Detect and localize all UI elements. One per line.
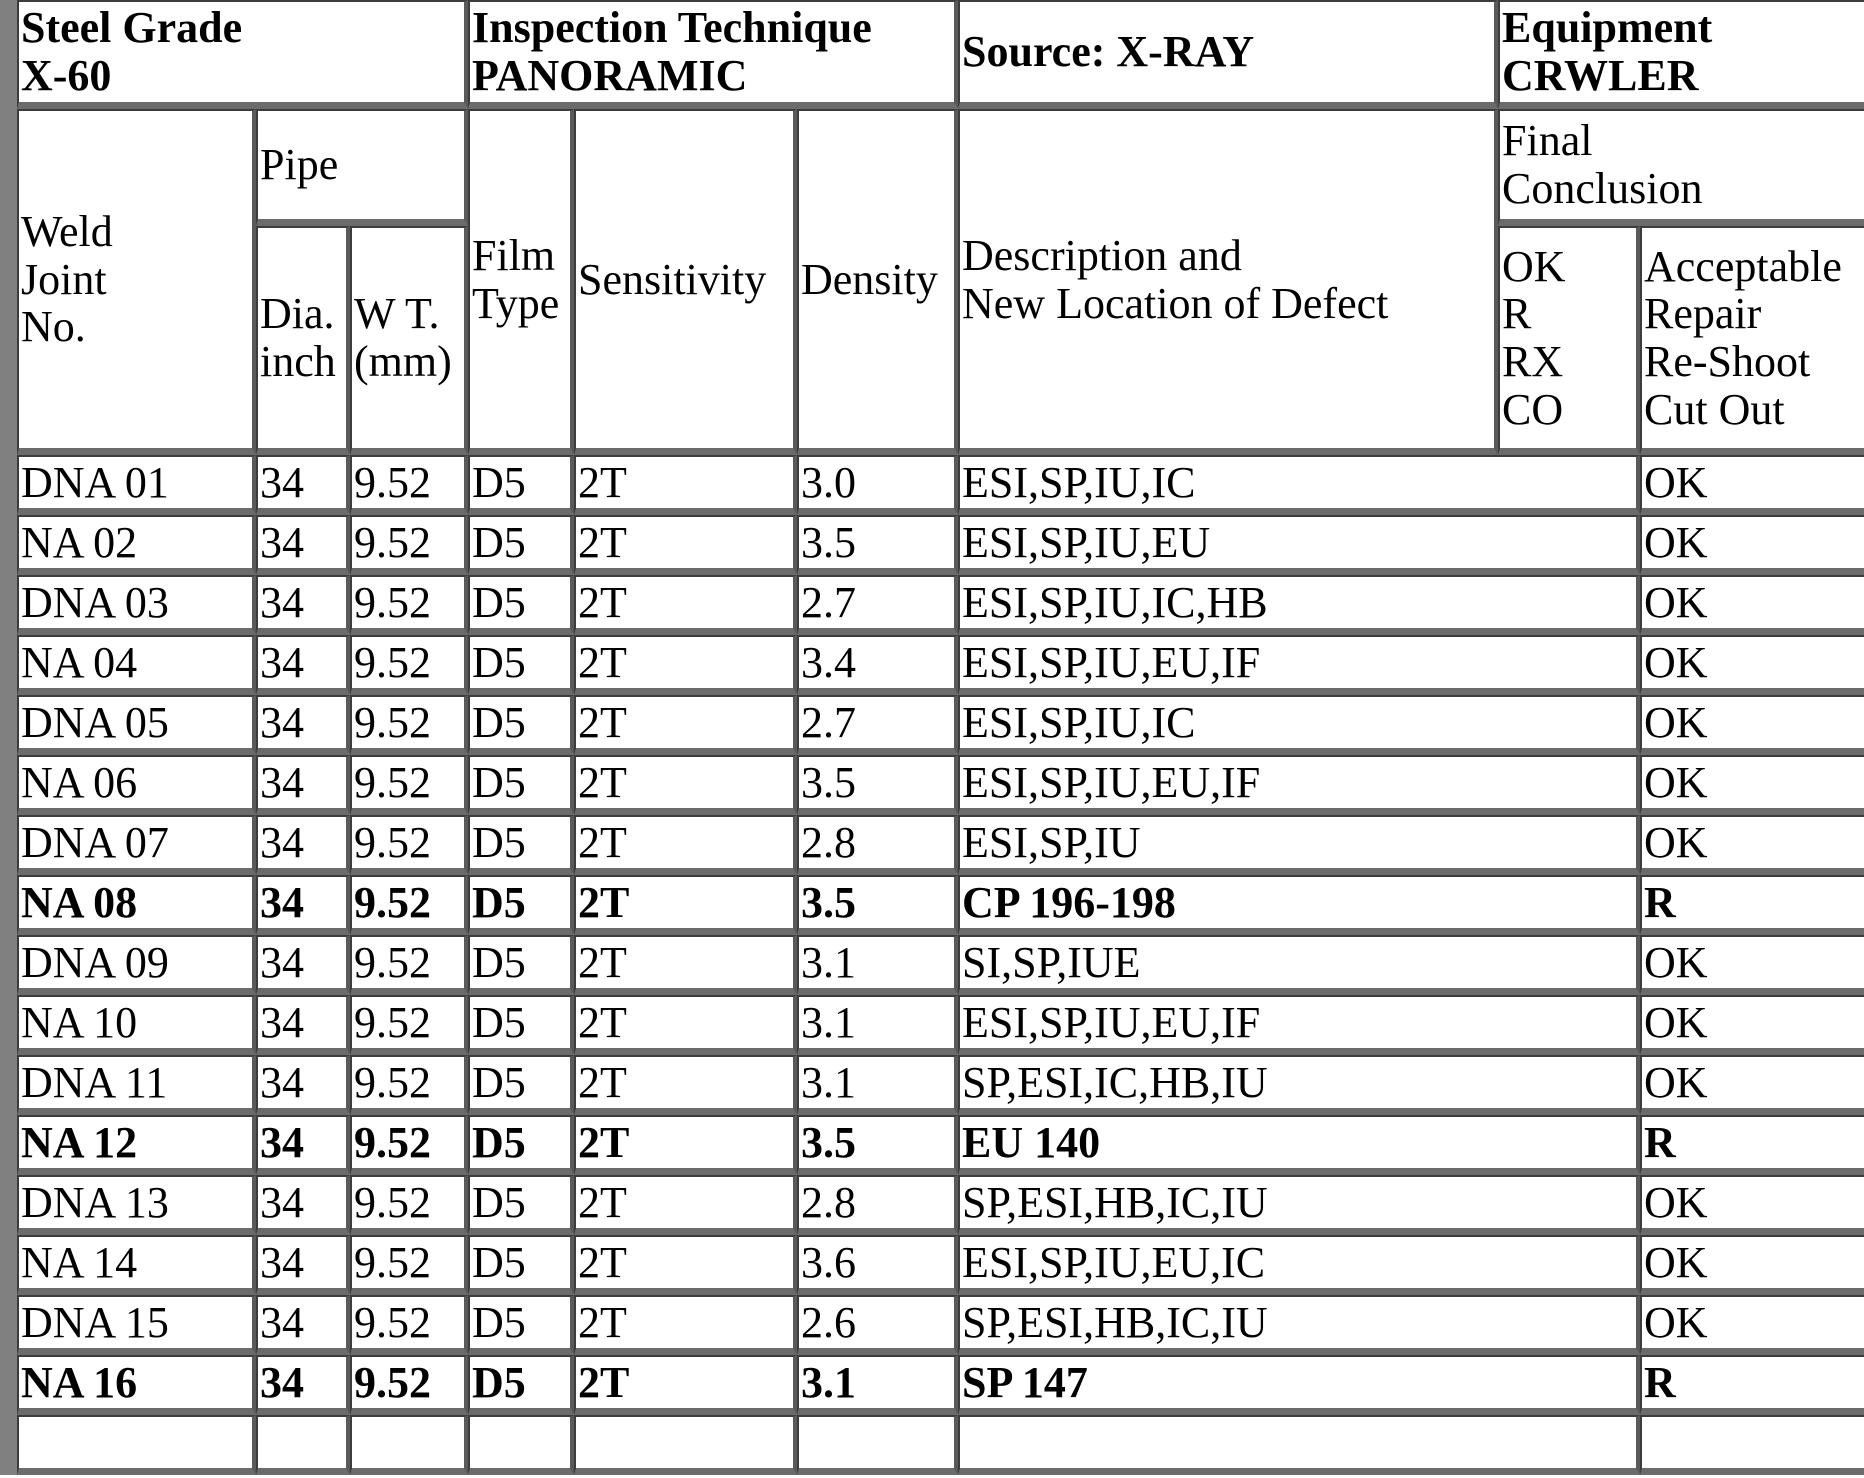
sensitivity-header-label: Sensitivity [578, 254, 767, 304]
dia-cell: 34 [256, 995, 350, 1055]
data-rows [17, 455, 1864, 1475]
film-type-cell: D5 [468, 1355, 574, 1415]
description-cell: ESI,SP,IU,IC [958, 695, 1640, 755]
dia-cell: 34 [256, 455, 350, 515]
description-cell: ESI,SP,IU,EU,IC [958, 1235, 1640, 1295]
description-header-line1: Description and [962, 230, 1242, 280]
inspection-technique-value: PANORAMIC [472, 51, 748, 100]
description-cell: ESI,SP,IU,EU,IF [958, 995, 1640, 1055]
inspection-technique-label: Inspection Technique [472, 3, 872, 53]
table-row [17, 1055, 1864, 1115]
weld-joint-cell: DNA 07 [17, 815, 256, 875]
weld-joint-cell: DNA 05 [17, 695, 256, 755]
conclusion-cell: OK [1640, 1055, 1864, 1115]
table-row [17, 935, 1864, 995]
density-cell: 2.7 [797, 575, 958, 635]
legend-code-co: CO [1502, 384, 1564, 434]
film-type-header-line1: Film [472, 230, 556, 280]
source-label: Source: X-RAY [962, 27, 1255, 77]
dia-header-line2: inch [260, 337, 336, 386]
density-cell: 3.6 [797, 1235, 958, 1295]
weld-joint-cell: NA 08 [17, 875, 256, 935]
sensitivity-cell: 2T [574, 515, 797, 575]
conclusion-cell: R [1640, 1115, 1864, 1175]
conclusion-cell: OK [1640, 1295, 1864, 1355]
table-row [17, 995, 1864, 1055]
density-cell: 3.1 [797, 935, 958, 995]
description-cell: ESI,SP,IU,EU,IF [958, 635, 1640, 695]
sensitivity-cell: 2T [574, 1055, 797, 1115]
film-type-cell: D5 [468, 1295, 574, 1355]
sensitivity-cell: 2T [574, 935, 797, 995]
table-row [17, 1355, 1864, 1415]
legend-code-rx: RX [1502, 337, 1564, 386]
density-cell: 2.7 [797, 695, 958, 755]
wt-cell: 9.52 [350, 1055, 468, 1115]
conclusion-cell: R [1640, 1355, 1864, 1415]
steel-grade-cell [17, 0, 468, 109]
dia-cell: 34 [256, 1175, 350, 1235]
density-cell: 3.5 [797, 755, 958, 815]
source-cell [958, 0, 1498, 109]
legend-meaning-re-shoot: Re-Shoot [1644, 337, 1811, 386]
film-type-cell: D5 [468, 575, 574, 635]
dia-cell [256, 1415, 350, 1475]
conclusion-cell: OK [1640, 515, 1864, 575]
wt-cell: 9.52 [350, 755, 468, 815]
steel-grade-value: X-60 [21, 51, 112, 100]
final-conclusion-header-line1: Final [1502, 116, 1593, 166]
sensitivity-cell: 2T [574, 1295, 797, 1355]
conclusion-cell: R [1640, 875, 1864, 935]
dia-cell: 34 [256, 575, 350, 635]
table-row [17, 875, 1864, 935]
density-cell: 2.8 [797, 815, 958, 875]
table-row [17, 575, 1864, 635]
table-row [17, 1295, 1864, 1355]
description-cell: SP,ESI,IC,HB,IU [958, 1055, 1640, 1115]
film-type-cell: D5 [468, 455, 574, 515]
film-type-cell: D5 [468, 635, 574, 695]
weld-joint-cell: NA 12 [17, 1115, 256, 1175]
conclusion-cell: OK [1640, 815, 1864, 875]
sensitivity-cell: 2T [574, 1175, 797, 1235]
film-type-header [468, 109, 574, 455]
dia-cell: 34 [256, 1235, 350, 1295]
conclusion-cell: OK [1640, 935, 1864, 995]
table-row [17, 1175, 1864, 1235]
sensitivity-cell: 2T [574, 1355, 797, 1415]
wt-cell: 9.52 [350, 635, 468, 695]
wt-cell: 9.52 [350, 515, 468, 575]
wt-cell: 9.52 [350, 1295, 468, 1355]
conclusion-cell: OK [1640, 1235, 1864, 1295]
description-cell: ESI,SP,IU,IC [958, 455, 1640, 515]
film-type-cell: D5 [468, 875, 574, 935]
weld-joint-cell: DNA 09 [17, 935, 256, 995]
dia-header-line1: Dia. [260, 289, 335, 339]
wt-cell [350, 1415, 468, 1475]
legend-code-ok: OK [1502, 241, 1566, 291]
dia-cell: 34 [256, 815, 350, 875]
dia-cell: 34 [256, 695, 350, 755]
dia-cell: 34 [256, 755, 350, 815]
sensitivity-cell: 2T [574, 635, 797, 695]
conclusion-cell: OK [1640, 455, 1864, 515]
table-row [17, 755, 1864, 815]
sensitivity-cell: 2T [574, 455, 797, 515]
dia-cell: 34 [256, 635, 350, 695]
dia-cell: 34 [256, 935, 350, 995]
pipe-header [256, 109, 468, 226]
table-row [17, 455, 1864, 515]
conclusion-cell [1640, 1415, 1864, 1475]
conclusion-cell: OK [1640, 635, 1864, 695]
dia-cell: 34 [256, 1055, 350, 1115]
pipe-header-label: Pipe [260, 140, 339, 190]
density-cell: 3.1 [797, 1355, 958, 1415]
weld-joint-cell: DNA 15 [17, 1295, 256, 1355]
film-type-cell: D5 [468, 1055, 574, 1115]
table-row [17, 1415, 1864, 1475]
sensitivity-header [574, 109, 797, 455]
film-type-cell: D5 [468, 1175, 574, 1235]
equipment-label: Equipment [1502, 3, 1713, 53]
film-type-cell: D5 [468, 695, 574, 755]
report-header-row [17, 0, 1864, 109]
density-cell: 3.5 [797, 875, 958, 935]
density-cell: 2.6 [797, 1295, 958, 1355]
conclusion-cell: OK [1640, 755, 1864, 815]
conclusion-cell: OK [1640, 1175, 1864, 1235]
description-cell: EU 140 [958, 1115, 1640, 1175]
weld-joint-cell: DNA 03 [17, 575, 256, 635]
conclusion-codes-legend [1498, 226, 1640, 455]
description-cell [958, 1415, 1640, 1475]
weld-joint-header-line1: Weld [21, 207, 113, 257]
legend-meaning-acceptable: Acceptable [1644, 241, 1842, 291]
conclusion-cell: OK [1640, 995, 1864, 1055]
film-type-header-line2: Type [472, 278, 560, 328]
density-cell: 3.4 [797, 635, 958, 695]
description-cell: ESI,SP,IU,EU,IF [958, 755, 1640, 815]
sensitivity-cell [574, 1415, 797, 1475]
wt-header-line1: W T. [354, 289, 440, 339]
column-header-row-1 [17, 109, 1864, 226]
wt-header [350, 226, 468, 455]
description-cell: CP 196-198 [958, 875, 1640, 935]
wt-cell: 9.52 [350, 1115, 468, 1175]
sensitivity-cell: 2T [574, 1235, 797, 1295]
description-cell: ESI,SP,IU,EU [958, 515, 1640, 575]
description-cell: SP,ESI,HB,IC,IU [958, 1295, 1640, 1355]
sensitivity-cell: 2T [574, 875, 797, 935]
weld-joint-header [17, 109, 256, 455]
weld-joint-cell: DNA 13 [17, 1175, 256, 1235]
equipment-cell [1498, 0, 1864, 109]
weld-joint-cell: DNA 01 [17, 455, 256, 515]
wt-cell: 9.52 [350, 995, 468, 1055]
film-type-cell: D5 [468, 935, 574, 995]
density-cell: 3.1 [797, 995, 958, 1055]
sensitivity-cell: 2T [574, 575, 797, 635]
sensitivity-cell: 2T [574, 755, 797, 815]
wt-cell: 9.52 [350, 695, 468, 755]
weld-joint-header-line2: Joint [21, 254, 107, 304]
film-type-cell: D5 [468, 995, 574, 1055]
dia-cell: 34 [256, 1115, 350, 1175]
density-cell: 3.5 [797, 515, 958, 575]
density-cell: 3.0 [797, 455, 958, 515]
legend-code-r: R [1502, 289, 1532, 339]
table-row [17, 635, 1864, 695]
table-row [17, 1115, 1864, 1175]
weld-joint-cell: DNA 11 [17, 1055, 256, 1115]
weld-joint-cell: NA 02 [17, 515, 256, 575]
weld-joint-cell: NA 10 [17, 995, 256, 1055]
film-type-cell: D5 [468, 755, 574, 815]
conclusion-cell: OK [1640, 575, 1864, 635]
wt-cell: 9.52 [350, 1175, 468, 1235]
wt-cell: 9.52 [350, 455, 468, 515]
density-cell: 3.5 [797, 1115, 958, 1175]
density-header [797, 109, 958, 455]
wt-cell: 9.52 [350, 815, 468, 875]
wt-cell: 9.52 [350, 935, 468, 995]
dia-header [256, 226, 350, 455]
conclusion-meanings-legend [1640, 226, 1864, 455]
inspection-technique-cell [468, 0, 958, 109]
film-type-cell: D5 [468, 1235, 574, 1295]
density-cell: 2.8 [797, 1175, 958, 1235]
table-row [17, 815, 1864, 875]
film-type-cell: D5 [468, 1115, 574, 1175]
sensitivity-cell: 2T [574, 1115, 797, 1175]
final-conclusion-header [1498, 109, 1864, 226]
density-header-label: Density [801, 254, 938, 304]
steel-grade-label: Steel Grade [21, 3, 243, 53]
film-type-cell [468, 1415, 574, 1475]
description-cell: SP 147 [958, 1355, 1640, 1415]
dia-cell: 34 [256, 1295, 350, 1355]
sensitivity-cell: 2T [574, 995, 797, 1055]
weld-joint-cell: NA 06 [17, 755, 256, 815]
description-header-line2: New Location of Defect [962, 278, 1389, 328]
wt-cell: 9.52 [350, 1355, 468, 1415]
table-row [17, 515, 1864, 575]
density-cell [797, 1415, 958, 1475]
dia-cell: 34 [256, 515, 350, 575]
sensitivity-cell: 2T [574, 815, 797, 875]
wt-cell: 9.52 [350, 875, 468, 935]
description-cell: SI,SP,IUE [958, 935, 1640, 995]
final-conclusion-header-line2: Conclusion [1502, 164, 1703, 213]
description-cell: ESI,SP,IU [958, 815, 1640, 875]
dia-cell: 34 [256, 1355, 350, 1415]
weld-joint-cell: NA 14 [17, 1235, 256, 1295]
wt-cell: 9.52 [350, 575, 468, 635]
equipment-value: CRWLER [1502, 51, 1699, 100]
description-cell: SP,ESI,HB,IC,IU [958, 1175, 1640, 1235]
legend-meaning-repair: Repair [1644, 289, 1762, 339]
description-header [958, 109, 1498, 455]
film-type-cell: D5 [468, 515, 574, 575]
sensitivity-cell: 2T [574, 695, 797, 755]
table-row [17, 695, 1864, 755]
weld-joint-cell [17, 1415, 256, 1475]
dia-cell: 34 [256, 875, 350, 935]
wt-header-line2: (mm) [354, 337, 452, 386]
weld-joint-cell: NA 16 [17, 1355, 256, 1415]
wt-cell: 9.52 [350, 1235, 468, 1295]
weld-joint-cell: NA 04 [17, 635, 256, 695]
description-cell: ESI,SP,IU,IC,HB [958, 575, 1640, 635]
film-type-cell: D5 [468, 815, 574, 875]
table-row [17, 1235, 1864, 1295]
legend-meaning-cut-out: Cut Out [1644, 384, 1785, 434]
density-cell: 3.1 [797, 1055, 958, 1115]
conclusion-cell: OK [1640, 695, 1864, 755]
weld-joint-header-line3: No. [21, 302, 86, 352]
